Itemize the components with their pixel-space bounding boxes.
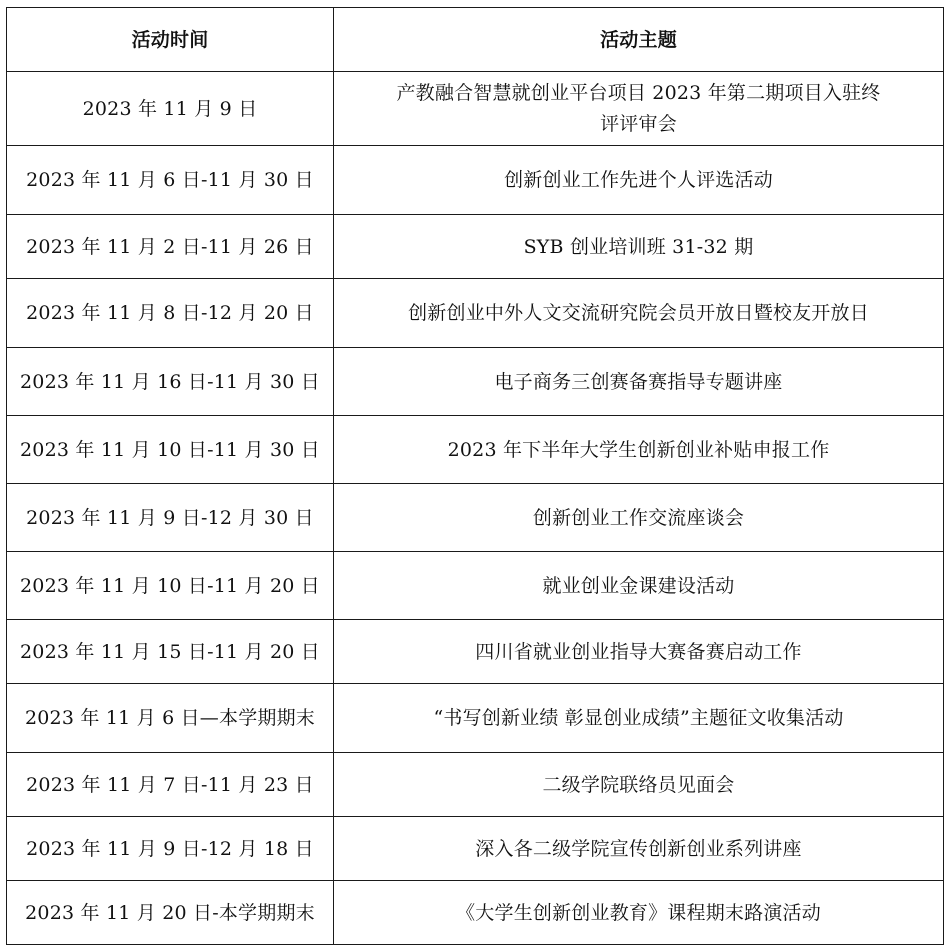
activity-table-container	[6, 7, 943, 945]
cell-activity-theme: “书写创新业绩 彰显创业成绩”主题征文收集活动	[334, 684, 944, 753]
cell-activity-time: 2023 年 11 月 7 日-11 月 23 日	[7, 753, 334, 817]
cell-activity-time: 2023 年 11 月 9 日	[7, 72, 334, 146]
table-row	[7, 620, 944, 684]
cell-activity-theme: 创新创业工作交流座谈会	[334, 484, 944, 552]
table-row	[7, 348, 944, 416]
cell-activity-theme: 深入各二级学院宣传创新创业系列讲座	[334, 817, 944, 881]
table-row	[7, 416, 944, 484]
cell-activity-theme: 电子商务三创赛备赛指导专题讲座	[334, 348, 944, 416]
cell-activity-time: 2023 年 11 月 10 日-11 月 20 日	[7, 552, 334, 620]
cell-activity-theme: 二级学院联络员见面会	[334, 753, 944, 817]
table-row	[7, 753, 944, 817]
table-row	[7, 215, 944, 279]
table-row	[7, 279, 944, 348]
cell-activity-time: 2023 年 11 月 15 日-11 月 20 日	[7, 620, 334, 684]
table-header-row	[7, 8, 944, 72]
activity-schedule-table	[6, 7, 944, 945]
cell-activity-theme: 产教融合智慧就创业平台项目 2023 年第二期项目入驻终评评审会	[334, 72, 944, 146]
table-row	[7, 817, 944, 881]
cell-activity-theme: 创新创业中外人文交流研究院会员开放日暨校友开放日	[334, 279, 944, 348]
cell-activity-time: 2023 年 11 月 9 日-12 月 18 日	[7, 817, 334, 881]
cell-activity-theme: 就业创业金课建设活动	[334, 552, 944, 620]
cell-activity-time: 2023 年 11 月 20 日-本学期期末	[7, 881, 334, 945]
cell-activity-time: 2023 年 11 月 2 日-11 月 26 日	[7, 215, 334, 279]
cell-activity-time: 2023 年 11 月 6 日—本学期期末	[7, 684, 334, 753]
table-row	[7, 881, 944, 945]
cell-activity-theme: 2023 年下半年大学生创新创业补贴申报工作	[334, 416, 944, 484]
cell-activity-theme: 四川省就业创业指导大赛备赛启动工作	[334, 620, 944, 684]
cell-activity-theme: SYB 创业培训班 31-32 期	[334, 215, 944, 279]
cell-activity-time: 2023 年 11 月 8 日-12 月 20 日	[7, 279, 334, 348]
cell-activity-theme: 《大学生创新创业教育》课程期末路演活动	[334, 881, 944, 945]
table-row	[7, 484, 944, 552]
cell-activity-time: 2023 年 11 月 10 日-11 月 30 日	[7, 416, 334, 484]
table-row	[7, 552, 944, 620]
table-row	[7, 146, 944, 215]
header-activity-time: 活动时间	[7, 8, 334, 72]
table-row	[7, 72, 944, 146]
cell-activity-time: 2023 年 11 月 16 日-11 月 30 日	[7, 348, 334, 416]
header-activity-theme: 活动主题	[334, 8, 944, 72]
cell-activity-theme: 创新创业工作先进个人评选活动	[334, 146, 944, 215]
cell-activity-time: 2023 年 11 月 9 日-12 月 30 日	[7, 484, 334, 552]
cell-activity-time: 2023 年 11 月 6 日-11 月 30 日	[7, 146, 334, 215]
table-row	[7, 684, 944, 753]
